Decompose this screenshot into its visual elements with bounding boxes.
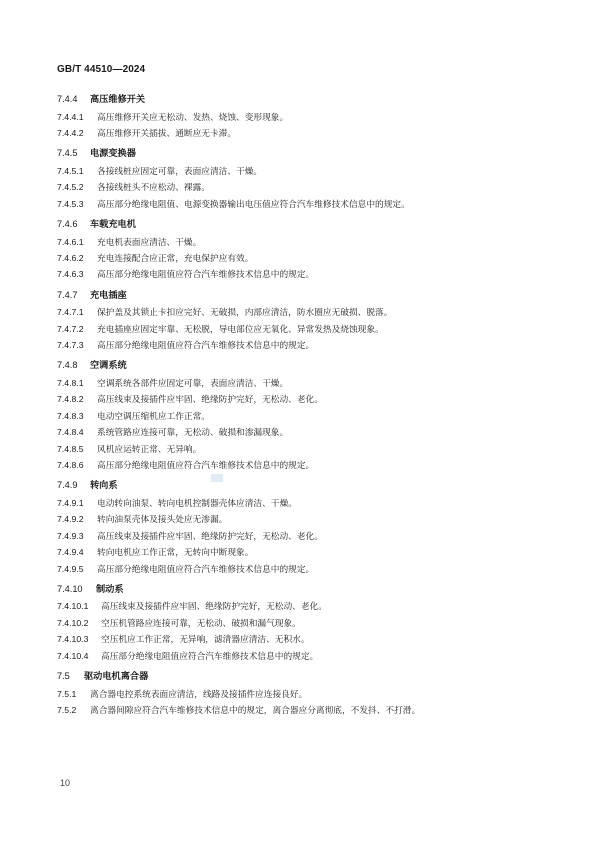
section-number: 7.4.10: [57, 583, 83, 594]
clause-item: [57, 616, 537, 632]
section-number: 7.4.6: [57, 219, 78, 230]
clause-text: 空压机管路应连接可靠，无松动、破损和漏气现象。: [101, 618, 301, 629]
clause-text: 转向油泵壳体及接头处应无渗漏。: [97, 515, 228, 526]
clause-number: 7.4.9.1: [57, 497, 84, 508]
clause-item: [57, 305, 537, 321]
section-heading: [57, 582, 537, 597]
clause-number: 7.4.8.1: [57, 377, 84, 388]
clause-text: 高压部分绝缘电阻值、电源变换器输出电压值应符合汽车维修技术信息中的规定。: [97, 199, 410, 210]
clause-number: 7.4.4.2: [57, 127, 84, 138]
section-heading: [57, 478, 537, 493]
clause-number: 7.4.4.1: [57, 111, 84, 122]
document-body: [57, 92, 537, 719]
section-heading: [57, 92, 537, 107]
section-heading: [57, 217, 537, 232]
section-number: 7.4.4: [57, 94, 78, 104]
section-number: 7.4.9: [57, 480, 78, 491]
clause-text: 高压线束及接插件应牢固、绝缘防护完好，无松动、老化。: [97, 531, 323, 542]
clause-item: [57, 442, 537, 458]
clause-text: 各接线桩头不应松动、裸露。: [97, 183, 210, 194]
clause-text: 充电插座应固定牢靠、无松脱，导电部位应无氧化、异常发热及烧蚀现象。: [97, 324, 384, 335]
clause-item: [57, 496, 537, 512]
clause-text: 高压线束及接插件应牢固、绝缘防护完好，无松动、老化。: [97, 395, 323, 406]
clause-item: [57, 251, 537, 267]
clause-section: [57, 217, 537, 284]
clause-number: 7.5.1: [57, 688, 77, 699]
clause-item: [57, 197, 537, 213]
clause-text: 高压部分绝缘电阻值应符合汽车维修技术信息中的规定。: [97, 341, 315, 352]
section-title: 充电插座: [90, 289, 127, 300]
section-title: 制动系: [96, 583, 124, 594]
clause-text: 空压机应工作正常，无异响，滤清器应清洁、无积水。: [101, 635, 310, 646]
clause-number: 7.4.9.4: [57, 547, 84, 558]
clause-number: 7.4.6.2: [57, 252, 84, 263]
clause-item: [57, 703, 537, 719]
clause-number: 7.4.9.2: [57, 514, 84, 525]
clause-item: [57, 599, 537, 615]
clause-number: 7.4.8.5: [57, 443, 84, 454]
clause-item: [57, 649, 537, 665]
clause-text: 高压线束及接插件应牢固、绝缘防护完好，无松动、老化。: [101, 602, 327, 613]
clause-item: [57, 110, 537, 126]
clause-item: [57, 409, 537, 425]
clause-text: 各接线桩应固定可靠，表面应清洁、干燥。: [97, 166, 263, 177]
clause-text: 充电连接配合应正常，充电保护应有效。: [97, 253, 254, 264]
clause-section: [57, 146, 537, 213]
clause-item: [57, 392, 537, 408]
watermark-mark: [211, 474, 223, 482]
clause-item: [57, 376, 537, 392]
clause-number: 7.4.10.3: [57, 634, 89, 645]
clause-number: 7.4.7.3: [57, 340, 84, 351]
clause-text: 高压部分绝缘电阻值应符合汽车维修技术信息中的规定。: [97, 461, 315, 471]
section-number: 7.4.5: [57, 148, 78, 159]
clause-item: [57, 458, 537, 474]
section-number: 7.4.7: [57, 289, 78, 300]
section-title: 车载充电机: [90, 219, 136, 230]
clause-number: 7.4.8.4: [57, 427, 84, 438]
clause-number: 7.4.9.3: [57, 530, 84, 541]
clause-section: [57, 478, 537, 578]
clause-text: 电动空调压缩机应工作正常。: [97, 411, 210, 422]
clause-number: 7.4.5.1: [57, 165, 84, 176]
clause-section: [57, 582, 537, 665]
clause-text: 风机应运转正常、无异响。: [97, 444, 202, 455]
clause-text: 高压部分绝缘电阻值应符合汽车维修技术信息中的规定。: [97, 270, 315, 281]
clause-number: 7.5.2: [57, 704, 77, 715]
clause-number: 7.4.8.6: [57, 460, 84, 470]
clause-section: [57, 669, 537, 719]
clause-item: [57, 338, 537, 354]
clause-number: 7.4.8.2: [57, 394, 84, 405]
section-number: 7.5: [57, 671, 70, 682]
clause-item: [57, 267, 537, 283]
section-title: 转向系: [90, 480, 118, 491]
clause-text: 高压维修开关插拔、通断应无卡滞。: [97, 128, 236, 139]
clause-number: 7.4.5.3: [57, 198, 84, 209]
clause-number: 7.4.6.1: [57, 236, 84, 247]
clause-number: 7.4.6.3: [57, 269, 84, 280]
clause-item: [57, 164, 537, 180]
clause-text: 转向电机应工作正常，无转向中断现象。: [97, 548, 254, 559]
section-heading: [57, 669, 537, 684]
clause-number: 7.4.8.3: [57, 410, 84, 421]
section-number: 7.4.8: [57, 360, 78, 371]
clause-text: 离合器间隙应符合汽车维修技术信息中的规定，离合器应分离彻底，不发抖、不打滑。: [90, 705, 421, 716]
clause-item: [57, 425, 537, 441]
clause-item: [57, 562, 537, 578]
clause-text: 保护盖及其锁止卡扣应完好、无破损，内部应清洁，防水圈应无破损、脱落。: [97, 308, 393, 319]
clause-number: 7.4.7.1: [57, 307, 84, 318]
section-title: 电源变换器: [90, 148, 136, 159]
clause-text: 离合器电控系统表面应清洁，线路及接插件应连接良好。: [90, 689, 308, 700]
clause-text: 高压部分绝缘电阻值应符合汽车维修技术信息中的规定。: [101, 651, 319, 662]
clause-item: [57, 545, 537, 561]
clause-number: 7.4.10.2: [57, 617, 89, 628]
clause-number: 7.4.9.5: [57, 563, 84, 574]
clause-item: [57, 512, 537, 528]
section-title: 空调系统: [90, 360, 127, 371]
section-title: 驱动电机离合器: [84, 671, 149, 682]
clause-text: 电动转向油泵、转向电机控制器壳体应清洁、干燥。: [97, 498, 297, 509]
clause-section: [57, 288, 537, 355]
clause-item: [57, 322, 537, 338]
clause-text: 空调系统各部件应固定可靠，表面应清洁、干燥。: [97, 378, 289, 389]
clause-text: 充电机表面应清洁、干燥。: [97, 237, 202, 248]
section-title: 高压维修开关: [90, 94, 146, 104]
clause-item: [57, 235, 537, 251]
clause-text: 高压部分绝缘电阻值应符合汽车维修技术信息中的规定。: [97, 564, 315, 575]
clause-number: 7.4.10.4: [57, 650, 89, 661]
clause-text: 系统管路应连接可靠，无松动、破损和渗漏现象。: [97, 428, 289, 439]
page-number: 10: [60, 778, 71, 788]
section-heading: [57, 358, 537, 373]
clause-item: [57, 687, 537, 703]
section-heading: [57, 146, 537, 161]
clause-number: 7.4.7.2: [57, 323, 84, 334]
clause-item: [57, 632, 537, 648]
clause-section: [57, 92, 537, 142]
clause-item: [57, 126, 537, 142]
clause-number: 7.4.10.1: [57, 601, 89, 612]
clause-item: [57, 529, 537, 545]
standard-code: GB/T 44510—2024: [57, 64, 146, 75]
clause-number: 7.4.5.2: [57, 182, 84, 193]
clause-text: 高压维修开关应无松动、发热、烧蚀、变形现象。: [97, 112, 289, 123]
clause-item: [57, 180, 537, 196]
section-heading: [57, 288, 537, 303]
clause-section: [57, 358, 537, 474]
